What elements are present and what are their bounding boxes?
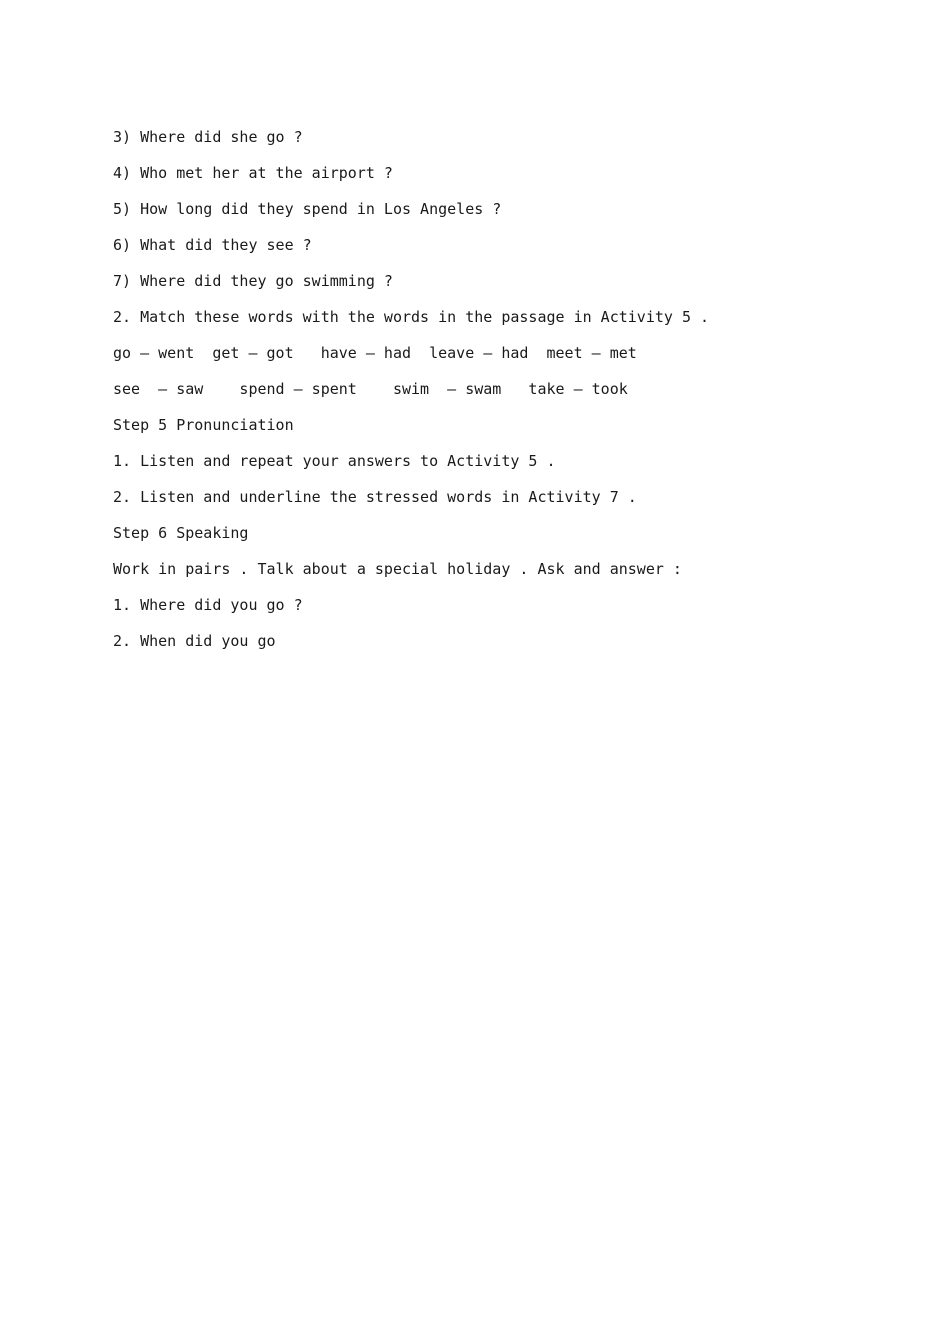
step-5-heading: Step 5 Pronunciation: [113, 416, 294, 434]
question-6: 6) What did they see ?: [113, 236, 312, 254]
word-pairs-row-2: see — saw spend — spent swim — swam take — took: [113, 380, 628, 398]
speaking-instruction: Work in pairs . Talk about a special holiday . Ask and answer :: [113, 560, 682, 578]
word-pairs-row-1: go — went get — got have — had leave — had meet — met: [113, 344, 637, 362]
question-3: 3) Where did she go ?: [113, 128, 303, 146]
question-5: 5) How long did they spend in Los Angeles ?: [113, 200, 502, 218]
match-instruction: 2. Match these words with the words in the passage in Activity 5 .: [113, 308, 710, 326]
question-7: 7) Where did they go swimming ?: [113, 272, 393, 290]
pronunciation-task-2: 2. Listen and underline the stressed words in Activity 7 .: [113, 488, 637, 506]
speaking-question-2: 2. When did you go: [113, 632, 276, 650]
pronunciation-task-1: 1. Listen and repeat your answers to Activity 5 .: [113, 452, 556, 470]
question-4: 4) Who met her at the airport ?: [113, 164, 393, 182]
speaking-question-1: 1. Where did you go ?: [113, 596, 303, 614]
step-6-heading: Step 6 Speaking: [113, 524, 249, 542]
document-body: [113, 126, 833, 666]
